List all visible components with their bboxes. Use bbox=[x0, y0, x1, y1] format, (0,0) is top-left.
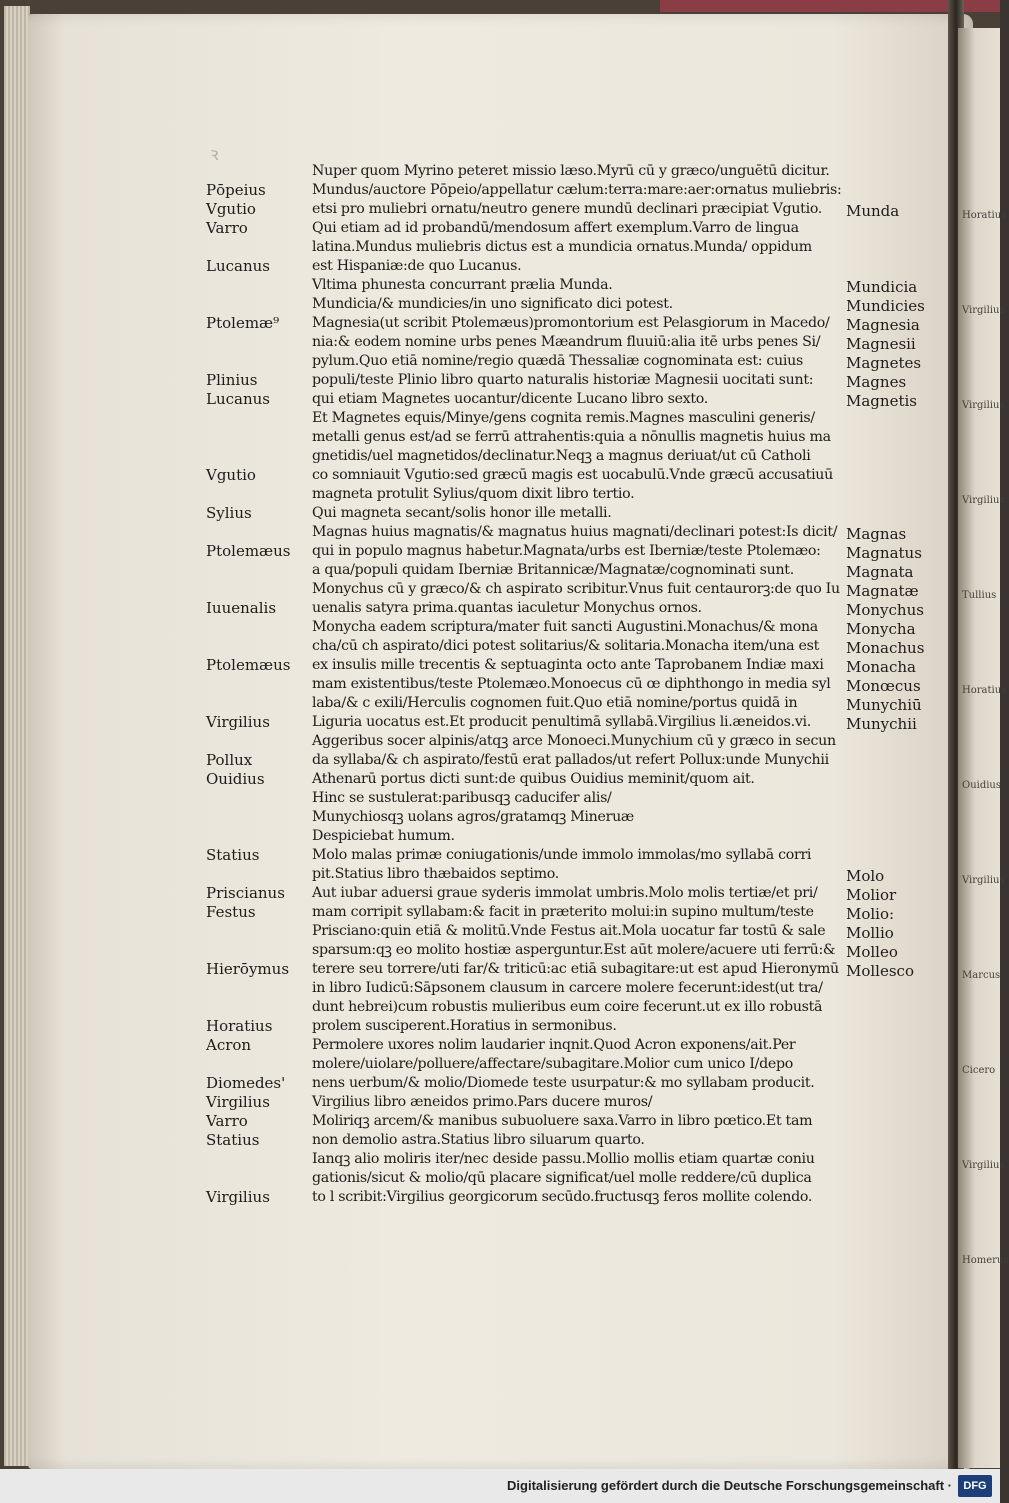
facing-page-note: Homerus bbox=[962, 1255, 1009, 1266]
text-line: etsi pro muliebri ornatu/neutro genere mundū declinari præcipiat Vgutio. bbox=[312, 201, 823, 217]
margin-keyword-note: Munychiū bbox=[846, 696, 922, 714]
text-line: prolem susciperent.Horatius in sermonibus. bbox=[312, 1018, 617, 1034]
dfg-logo: DFG bbox=[958, 1475, 992, 1497]
margin-keyword-note: Magnatæ bbox=[846, 582, 919, 600]
margin-author-note: Varro bbox=[206, 1112, 248, 1130]
text-line: Ianqꝫ alio moliris iter/nec deside passu.Mollio mollis etiam quartæ coniu bbox=[312, 1151, 815, 1167]
facing-page-note: Virgilius bbox=[962, 400, 1005, 411]
text-line: Aggeribus socer alpinis/atqꝫ arce Monoeci.Munychium cū y græco in secun bbox=[312, 733, 836, 749]
text-line: Monychus cū y græco/& ch aspirato scribitur.Vnus fuit centaurorꝫ:de quo Iu bbox=[312, 581, 840, 597]
text-line: pit.Statius libro thæbaidos septimo. bbox=[312, 866, 559, 882]
facing-page-note: Cicero bbox=[962, 1065, 996, 1076]
text-line: Monycha eadem scriptura/mater fuit sancti Augustini.Monachus/& mona bbox=[312, 619, 818, 635]
text-line: qui in populo magnus habetur.Magnata/urbs est Iberniæ/teste Ptolemæo: bbox=[312, 543, 821, 559]
margin-keyword-note: Magnesii bbox=[846, 335, 916, 353]
margin-author-note: Vgutio bbox=[206, 466, 256, 484]
margin-keyword-note: Monachus bbox=[846, 639, 925, 657]
text-line: co somniauit Vgutio:sed græcū magis est uocabulū.Vnde græcū accusatiuū bbox=[312, 467, 833, 483]
text-line: Moliriqꝫ arcem/& manibus subuoluere saxa.Varro in libro pœtico.Et tam bbox=[312, 1113, 813, 1129]
text-line: molere/uiolare/polluere/affectare/subagitare.Molior cum unico I/depo bbox=[312, 1056, 794, 1072]
margin-author-note: Festus bbox=[206, 903, 256, 921]
text-line: ex insulis mille trecentis & septuaginta octo ante Taprobanem Indiæ maxi bbox=[312, 657, 824, 673]
text-line: sparsum:qꝫ eo molito hostiæ asperguntur.Est aūt molere/acuere uti ferrū:& bbox=[312, 942, 836, 958]
text-line: Vltima phunesta concurrant prælia Munda. bbox=[312, 277, 613, 293]
facing-page-note: Virgilius bbox=[962, 1160, 1005, 1171]
margin-keyword-note: Mollio bbox=[846, 924, 894, 942]
margin-keyword-note: Magnes bbox=[846, 373, 907, 391]
margin-author-note: Iuuenalis bbox=[206, 599, 277, 617]
margin-keyword-note: Molior bbox=[846, 886, 897, 904]
margin-author-note: Hierōymus bbox=[206, 960, 290, 978]
text-line: cha/cū ch aspirato/dici potest solitarius/& solitaria.Monacha item/una est bbox=[312, 638, 820, 654]
margin-author-note: Virgilius bbox=[206, 1188, 270, 1206]
text-line: Aut iubar aduersi graue syderis immolat umbris.Molo molis tertiæ/et pri/ bbox=[312, 885, 818, 901]
margin-keyword-note: Magnas bbox=[846, 525, 907, 543]
margin-keyword-note: Magnatus bbox=[846, 544, 922, 562]
facing-page-note: Tullius bbox=[962, 590, 997, 601]
margin-author-note: Diomedes' bbox=[206, 1074, 286, 1092]
margin-author-note: Varro bbox=[206, 219, 248, 237]
margin-author-note: Statius bbox=[206, 1131, 260, 1149]
margin-author-note: Ptolemæ⁹ bbox=[206, 314, 280, 332]
text-line: est Hispaniæ:de quo Lucanus. bbox=[312, 258, 522, 274]
text-line: populi/teste Plinio libro quarto naturalis historiæ Magnesii uocitati sunt: bbox=[312, 372, 814, 388]
margin-keyword-note: Molo bbox=[846, 867, 885, 885]
text-line: gnetidis/uel magnetidos/declinatur.Neqꝫ a magnus deriuat/ut cū Catholi bbox=[312, 448, 811, 464]
text-line: dunt hebrei)cum robustis mulieribus eum coire fecerunt.ut ex illo robustā bbox=[312, 999, 823, 1015]
text-line: Munychiosqꝫ uolans agros/gratamqꝫ Mineruæ bbox=[312, 809, 634, 825]
text-line: Permolere uxores nolim laudarier inqnit.Quod Acron exponens/ait.Per bbox=[312, 1037, 796, 1053]
text-line: laba/& c exili/Herculis cognomen fuit.Quo etiā nomine/portus quidā in bbox=[312, 695, 798, 711]
text-line: Et Magnetes equis/Minye/gens cognita remis.Magnes masculini generis/ bbox=[312, 410, 815, 426]
text-line: Nuper quom Myrino peteret missio læso.Myrū cū y græco/unguētū dicitur. bbox=[312, 163, 830, 179]
text-line: mam corripit syllabam:& facit in præterito molui:in supino multum/teste bbox=[312, 904, 814, 920]
text-line: terere seu torrere/uti far/& triticū:ac etiā subagitare:ut est apud Hieronymū bbox=[312, 961, 839, 977]
margin-keyword-note: Monycha bbox=[846, 620, 916, 638]
margin-author-note: Acron bbox=[206, 1036, 252, 1054]
text-line: nens uerbum/& molio/Diomede teste usurpatur:& mo syllabam producit. bbox=[312, 1075, 815, 1091]
margin-author-note: Ptolemæus bbox=[206, 542, 291, 560]
margin-author-note: Ouidius bbox=[206, 770, 265, 788]
text-line: Magnas huius magnatis/& magnatus huius magnati/declinari potest:Is dicit/ bbox=[312, 524, 838, 540]
margin-keyword-note: Molleo bbox=[846, 943, 898, 961]
margin-author-note: Pōpeius bbox=[206, 181, 266, 199]
text-line: Molo malas primæ coniugationis/unde immolo immolas/mo syllabā corri bbox=[312, 847, 812, 863]
text-line: Despiciebat humum. bbox=[312, 828, 455, 844]
margin-keyword-note: Mundicia bbox=[846, 278, 918, 296]
text-line: a qua/populi quidam Iberniæ Britannicæ/Magnatæ/cognominati sunt. bbox=[312, 562, 794, 578]
margin-author-note: Priscianus bbox=[206, 884, 285, 902]
margin-author-note: Virgilius bbox=[206, 1093, 270, 1111]
margin-author-note: Pollux bbox=[206, 751, 253, 769]
margin-keyword-note: Magnata bbox=[846, 563, 914, 581]
margin-keyword-note: Munychii bbox=[846, 715, 917, 733]
text-line: in libro Iudicū:Sāpsonem clausum in carcere molere fecerunt:idest(ut tra/ bbox=[312, 980, 823, 996]
margin-author-note: Sylius bbox=[206, 504, 252, 522]
text-line: Prisciano:quin etiā & molitū.Vnde Festus ait.Mola uocatur far tostū & sale bbox=[312, 923, 826, 939]
margin-author-note: Lucanus bbox=[206, 257, 270, 275]
text-line: Mundus/auctore Pōpeio/appellatur cælum:terra:mare:aer:ornatus muliebris: bbox=[312, 182, 842, 198]
margin-keyword-note: Mundicies bbox=[846, 297, 925, 315]
facing-page-note: Horatius bbox=[962, 210, 1007, 221]
margin-author-note: Vgutio bbox=[206, 200, 256, 218]
margin-author-note: Horatius bbox=[206, 1017, 273, 1035]
facing-page-note: Virgilius bbox=[962, 495, 1005, 506]
text-line: pylum.Quo etiā nomine/regio quædā Thessaliæ cognominata est: cuius bbox=[312, 353, 803, 369]
margin-author-note: Plinius bbox=[206, 371, 258, 389]
text-line: Virgilius libro æneidos primo.Pars ducere muros/ bbox=[312, 1094, 653, 1110]
page-mark: ꝛ bbox=[210, 144, 219, 165]
margin-author-note: Ptolemæus bbox=[206, 656, 291, 674]
margin-keyword-note: Molio: bbox=[846, 905, 895, 923]
text-line: gationis/sicut & molio/qū placare significat/uel molle reddere/cū duplica bbox=[312, 1170, 812, 1186]
margin-keyword-note: Magnesia bbox=[846, 316, 920, 334]
text-line: magneta protulit Sylius/quom dixit libro tertio. bbox=[312, 486, 635, 502]
facing-page-note: Marcus bbox=[962, 970, 1001, 981]
facing-page-note: Virgilius bbox=[962, 305, 1005, 316]
text-line: metalli genus est/ad se ferrū attrahentis:quia a nōnullis magnetis huius ma bbox=[312, 429, 831, 445]
margin-keyword-note: Mollesco bbox=[846, 962, 914, 980]
text-line: Magnesia(ut scribit Ptolemæus)promontorium est Pelasgiorum in Macedo/ bbox=[312, 315, 830, 331]
text-line: Hinc se sustulerat:paribusqꝫ caducifer alis/ bbox=[312, 790, 612, 806]
text-line: uenalis satyra prima.quantas iaculetur Monychus ornos. bbox=[312, 600, 702, 616]
text-line: Liguria uocatus est.Et producit penultimā syllabā.Virgilius li.æneidos.vi. bbox=[312, 714, 811, 730]
margin-keyword-note: Monœcus bbox=[846, 677, 921, 695]
text-line: nia:& eodem nomine urbs penes Mæandrum fluuiū:alia itē urbs penes Si/ bbox=[312, 334, 821, 350]
margin-keyword-note: Monacha bbox=[846, 658, 916, 676]
margin-keyword-note: Magnetis bbox=[846, 392, 917, 410]
margin-author-note: Lucanus bbox=[206, 390, 270, 408]
margin-author-note: Virgilius bbox=[206, 713, 270, 731]
margin-author-note: Statius bbox=[206, 846, 260, 864]
footer-text: Digitalisierung gefördert durch die Deutsche Forschungsgemeinschaft · bbox=[507, 1478, 952, 1493]
margin-keyword-note: Munda bbox=[846, 202, 900, 220]
text-line: Athenarū portus dicti sunt:de quibus Ouidius meminit/quom ait. bbox=[312, 771, 755, 787]
text-line: latina.Mundus muliebris dictus est a mundicia ornatus.Munda/ oppidum bbox=[312, 239, 812, 255]
text-line: non demolio astra.Statius libro siluarum quarto. bbox=[312, 1132, 645, 1148]
text-line: to l scribit:Virgilius georgicorum secūdo.fructusqꝫ feros mollite colendo. bbox=[312, 1189, 813, 1205]
margin-keyword-note: Magnetes bbox=[846, 354, 922, 372]
text-line: qui etiam Magnetes uocantur/dicente Lucano libro sexto. bbox=[312, 391, 708, 407]
footer-bar bbox=[0, 1469, 1000, 1503]
facing-page-note: Horatius bbox=[962, 685, 1007, 696]
facing-page-note: Virgilius bbox=[962, 875, 1005, 886]
text-line: da syllaba/& ch aspirato/festū erat pallados/ut refert Pollux:unde Munychii bbox=[312, 752, 829, 768]
text-line: mam existentibus/teste Ptolemæo.Monoecus cū œ diphthongo in media syl bbox=[312, 676, 831, 692]
facing-page-note: Ouidius bbox=[962, 780, 1002, 791]
text-line: Qui etiam ad id probandū/mendosum affert exemplum.Varro de lingua bbox=[312, 220, 799, 236]
margin-keyword-note: Monychus bbox=[846, 601, 924, 619]
text-line: Qui magneta secant/solis honor ille metalli. bbox=[312, 505, 612, 521]
text-line: Mundicia/& mundicies/in uno significato dici potest. bbox=[312, 296, 673, 312]
